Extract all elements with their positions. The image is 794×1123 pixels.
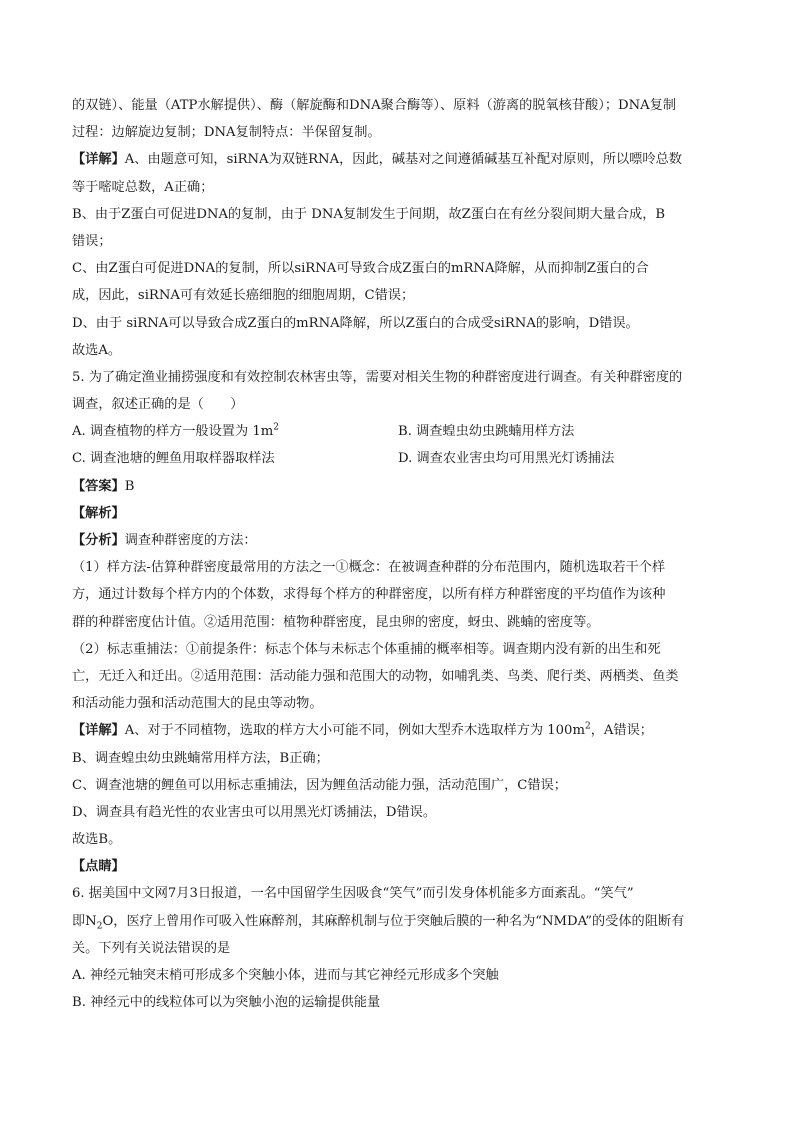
text-line: 的双链）、能量（ATP水解提供）、酶（解旋酶和DNA聚合酶等）、原料（游离的脱氧核苷酸）；DNA复制 [72,98,677,113]
detail-line [72,146,724,173]
text-line: 故选A。 [72,342,122,358]
detail-text: A、由题意可知，siRNA为双链RNA，因此，碱基对之间遵循碱基互补配对原则，所以嘌呤总数 [124,152,682,168]
text-line: C、调查池塘的鲤鱼可以用标志重捕法，因为鲤鱼活动能力强，活动范围广，C错误； [72,777,567,793]
analysis-line [72,527,724,554]
dianjing-heading: 【点睛】 [72,859,125,875]
text-line: 等于嘧啶总数，A正确； [72,179,214,195]
text-line: 故选B。 [72,832,122,848]
question-6-stem: 6. 据美国中文网7月3日报道，一名中国留学生因吸食“笑气”而引发身体机能多方面紊乱。“笑气” [72,886,634,902]
option-c: C. 调查池塘的鲤鱼用取样器取样法 [72,451,275,467]
text-line: 和活动能力强和活动范围大的昆虫等动物。 [72,696,323,712]
answer-value: B [124,478,135,494]
q6-option-a: A. 神经元轴突末梢可形成多个突触小体，进而与其它神经元形成多个突触 [72,968,499,983]
question-5-stem-cont: 调查，叙述正确的是（ ） [72,397,244,413]
text-line: 方，通过计数每个样方内的个体数，求得每个样方的种群密度，以所有样方种群密度的平均值作为该种 [72,587,666,603]
text-line: B、由于Z蛋白可促进DNA的复制，由于 DNA复制发生于间期，故Z蛋白在有丝分裂间期大量合成，B [72,206,666,222]
text-line: 错误； [72,233,112,249]
detail-line: 【详解】A、对于不同植物，选取的样方大小可能不同，例如大型乔木选取样方为 $100m^2$，A错误； [72,721,653,739]
text-line: （1）样方法-估算种群密度最常用的方法之一①概念：在被调查种群的分布范围内，随机选取若干个样 [72,560,666,576]
text-line: （2）标志重捕法：①前提条件：标志个体与未标志个体重捕的概率相等。调查期内没有新的出生和死 [72,641,661,657]
options-row-2 [72,445,724,472]
question-6-stem-cont: 即$N_2O$，医疗上曾用作可吸入性麻醉剂，其麻醉机制与位于突触后膜的一种名为“NMDA”的受体的阻断有 [72,913,685,932]
options-row-1 [72,418,724,445]
text-line: 过程：边解旋边复制；DNA复制特点：半保留复制。 [72,125,381,141]
option-d: D. 调查农业害虫均可用黑光灯诱捕法 [398,451,615,467]
text-line: C、由Z蛋白可促进DNA的复制，所以siRNA可导致合成Z蛋白的mRNA降解，从而抑制Z蛋白的合 [72,261,649,277]
q6-option-b: B. 神经元中的线粒体可以为突触小泡的运输提供能量 [72,995,381,1011]
text-line: D、调查具有趋光性的农业害虫可以用黑光灯诱捕法，D错误。 [72,804,437,820]
answer-line [72,473,724,500]
analysis-tag: 【分析】 [72,533,125,548]
analysis-heading: 【解析】 [72,505,125,521]
text-line: D、由于 siRNA可以导致合成Z蛋白的mRNA降解，所以Z蛋白的合成受siRNA的影响，D错误。 [72,315,639,331]
text-line: 群的种群密度估计值。②适用范围：植物种群密度，昆虫卵的密度，蚜虫、跳蝻的密度等。 [72,614,600,630]
document-body [72,92,724,1016]
option-a: A. 调查植物的样方一般设置为 $1m^2$ [72,422,279,440]
text-line: 亡，无迁入和迁出。②适用范围：活动能力强和范围大的动物，如哺乳类、鸟类、爬行类、两栖类、鱼类 [72,668,679,684]
detail-tag: 【详解】 [72,723,125,739]
text-line: B、调查蝗虫幼虫跳蝻常用样方法，B正确； [72,750,329,766]
question-6-stem-end: 关。下列有关说法错误的是 [72,940,231,956]
analysis-text: 调查种群密度的方法： [124,533,257,548]
detail-tag: 【详解】 [72,152,125,168]
answer-tag: 【答案】 [72,478,125,494]
text-line: 成，因此，siRNA可有效延长癌细胞的细胞周期，C错误； [72,288,415,304]
option-b: B. 调查蝗虫幼虫跳蝻用样方法 [398,424,575,440]
question-5-stem: 5. 为了确定渔业捕捞强度和有效控制农林害虫等，需要对相关生物的种群密度进行调查。有关种群密度的 [72,369,683,385]
